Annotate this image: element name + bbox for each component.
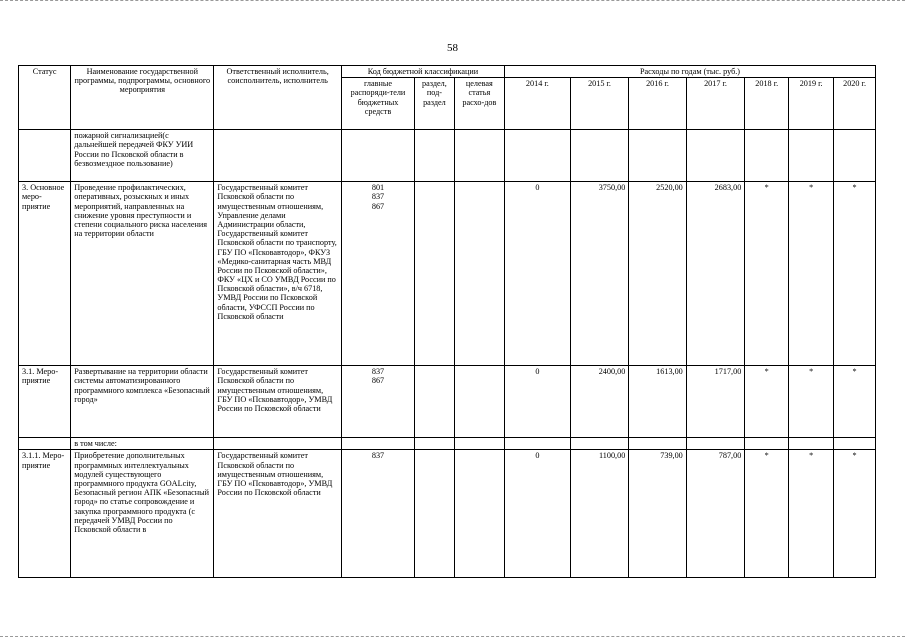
cell-responsible: Государственный комитет Псковской области по имущественным отношениям, Управление делами Администрации области, Государственный комитет Псковской области по транспорту, ГБУ ПО «Псковавтодор», ФКУЗ «Медико-санитарная часть МВД России по Псковской области», ФКУ «ЦХ и СО УМВД России по Псковской области», в/ч 6718, УМВД России по Псковской области, УФССП России по Псковской области xyxy=(214,182,342,366)
cell-section xyxy=(415,130,455,182)
cell-value: 0 xyxy=(504,182,570,366)
header-year: 2018 г. xyxy=(745,78,789,130)
cell-value: 2520,00 xyxy=(629,182,686,366)
cell-value xyxy=(745,130,789,182)
cell-value: * xyxy=(789,450,834,578)
cell-status xyxy=(19,438,71,450)
cell-value xyxy=(629,130,686,182)
header-main-manager: главные распоряди-тели бюджетных средств xyxy=(341,78,414,130)
scan-edge-bottom xyxy=(0,636,905,639)
cell-value xyxy=(504,130,570,182)
cell-value: 1100,00 xyxy=(570,450,629,578)
cell-responsible xyxy=(214,130,342,182)
cell-name: Приобретение дополнительных программных интеллектуальных модулей существующего программного продукта GOALcity, Безопасный регион АПК «Безопасный город» по статье сопровождение и закупка программного продукта (с передачей УМВД России по Псковской области в xyxy=(71,450,214,578)
header-year: 2015 г. xyxy=(570,78,629,130)
header-year: 2019 г. xyxy=(789,78,834,130)
scan-edge-top xyxy=(0,0,905,3)
page-number: 58 xyxy=(447,42,458,54)
table-row xyxy=(19,366,876,438)
cell-name: Развертывание на территории области системы автоматизированного программного комплекса «Безопасный город» xyxy=(71,366,214,438)
header-target-article: целевая статья расхо-дов xyxy=(454,78,504,130)
cell-value: 0 xyxy=(504,450,570,578)
cell-status: 3.1. Меро-приятие xyxy=(19,366,71,438)
cell-value: * xyxy=(745,366,789,438)
budget-table xyxy=(18,65,876,578)
cell-name: пожарной сигнализацией(с дальнейшей передачей ФКУ УИИ России по Псковской области в безвозмездное пользование) xyxy=(71,130,214,182)
header-year: 2017 г. xyxy=(686,78,745,130)
cell-value xyxy=(686,130,745,182)
cell-value: 1613,00 xyxy=(629,366,686,438)
cell-value: 2400,00 xyxy=(570,366,629,438)
cell-name: Проведение профилактических, оперативных, розыскных и иных мероприятий, направленных на снижение уровня преступности и степени социального риска населения на территории области xyxy=(71,182,214,366)
cell-target-article xyxy=(454,182,504,366)
cell-value: 2683,00 xyxy=(686,182,745,366)
cell-responsible xyxy=(214,438,342,450)
budget-code: 837 xyxy=(371,451,385,461)
header-year: 2016 г. xyxy=(629,78,686,130)
cell-section xyxy=(415,450,455,578)
cell-value xyxy=(504,438,570,450)
cell-value: * xyxy=(834,366,876,438)
cell-value xyxy=(789,130,834,182)
budget-code: 867 xyxy=(371,376,385,386)
table-row xyxy=(19,130,876,182)
budget-code: 837 xyxy=(371,367,385,377)
cell-value xyxy=(745,438,789,450)
cell-status xyxy=(19,130,71,182)
cell-value: * xyxy=(834,450,876,578)
budget-code: 837 xyxy=(371,192,385,202)
cell-value: 739,00 xyxy=(629,450,686,578)
cell-value xyxy=(629,438,686,450)
cell-status: 3.1.1. Меро-приятие xyxy=(19,450,71,578)
cell-section xyxy=(415,182,455,366)
header-year: 2020 г. xyxy=(834,78,876,130)
cell-value: 1717,00 xyxy=(686,366,745,438)
header-status: Статус xyxy=(19,66,71,130)
cell-value: * xyxy=(789,182,834,366)
cell-value: 0 xyxy=(504,366,570,438)
table-row xyxy=(19,438,876,450)
cell-value: 787,00 xyxy=(686,450,745,578)
cell-value: * xyxy=(789,366,834,438)
cell-value xyxy=(834,130,876,182)
cell-section xyxy=(415,366,455,438)
cell-value xyxy=(570,438,629,450)
cell-value: * xyxy=(834,182,876,366)
cell-value xyxy=(834,438,876,450)
header-section: раздел, под-раздел xyxy=(415,78,455,130)
header-name: Наименование государственной программы, подпрограммы, основного мероприятия xyxy=(71,66,214,130)
cell-target-article xyxy=(454,438,504,450)
cell-value xyxy=(686,438,745,450)
cell-main-manager xyxy=(341,366,414,438)
cell-value: * xyxy=(745,450,789,578)
cell-responsible: Государственный комитет Псковской области по имущественным отношениям, ГБУ ПО «Псковавтодор», УМВД России по Псковской области xyxy=(214,366,342,438)
cell-section xyxy=(415,438,455,450)
cell-target-article xyxy=(454,130,504,182)
cell-value xyxy=(570,130,629,182)
cell-name: в том числе: xyxy=(71,438,214,450)
header-year: 2014 г. xyxy=(504,78,570,130)
cell-target-article xyxy=(454,450,504,578)
header-budget-code: Код бюджетной классификации xyxy=(341,66,504,78)
cell-main-manager xyxy=(341,182,414,366)
budget-code: 867 xyxy=(371,201,385,211)
header-expenses: Расходы по годам (тыс. руб.) xyxy=(504,66,875,78)
cell-main-manager xyxy=(341,438,414,450)
cell-main-manager xyxy=(341,450,414,578)
cell-target-article xyxy=(454,366,504,438)
table-row xyxy=(19,182,876,366)
cell-value: 3750,00 xyxy=(570,182,629,366)
budget-code: 801 xyxy=(371,183,385,193)
header-responsible: Ответственный исполнитель, соисполнитель, исполнитель xyxy=(214,66,342,130)
cell-status: 3. Основное меро-приятие xyxy=(19,182,71,366)
cell-value xyxy=(789,438,834,450)
table-row xyxy=(19,450,876,578)
cell-main-manager xyxy=(341,130,414,182)
cell-responsible: Государственный комитет Псковской области по имущественным отношениям, ГБУ ПО «Псковавтодор», УМВД России по Псковской области xyxy=(214,450,342,578)
cell-value: * xyxy=(745,182,789,366)
